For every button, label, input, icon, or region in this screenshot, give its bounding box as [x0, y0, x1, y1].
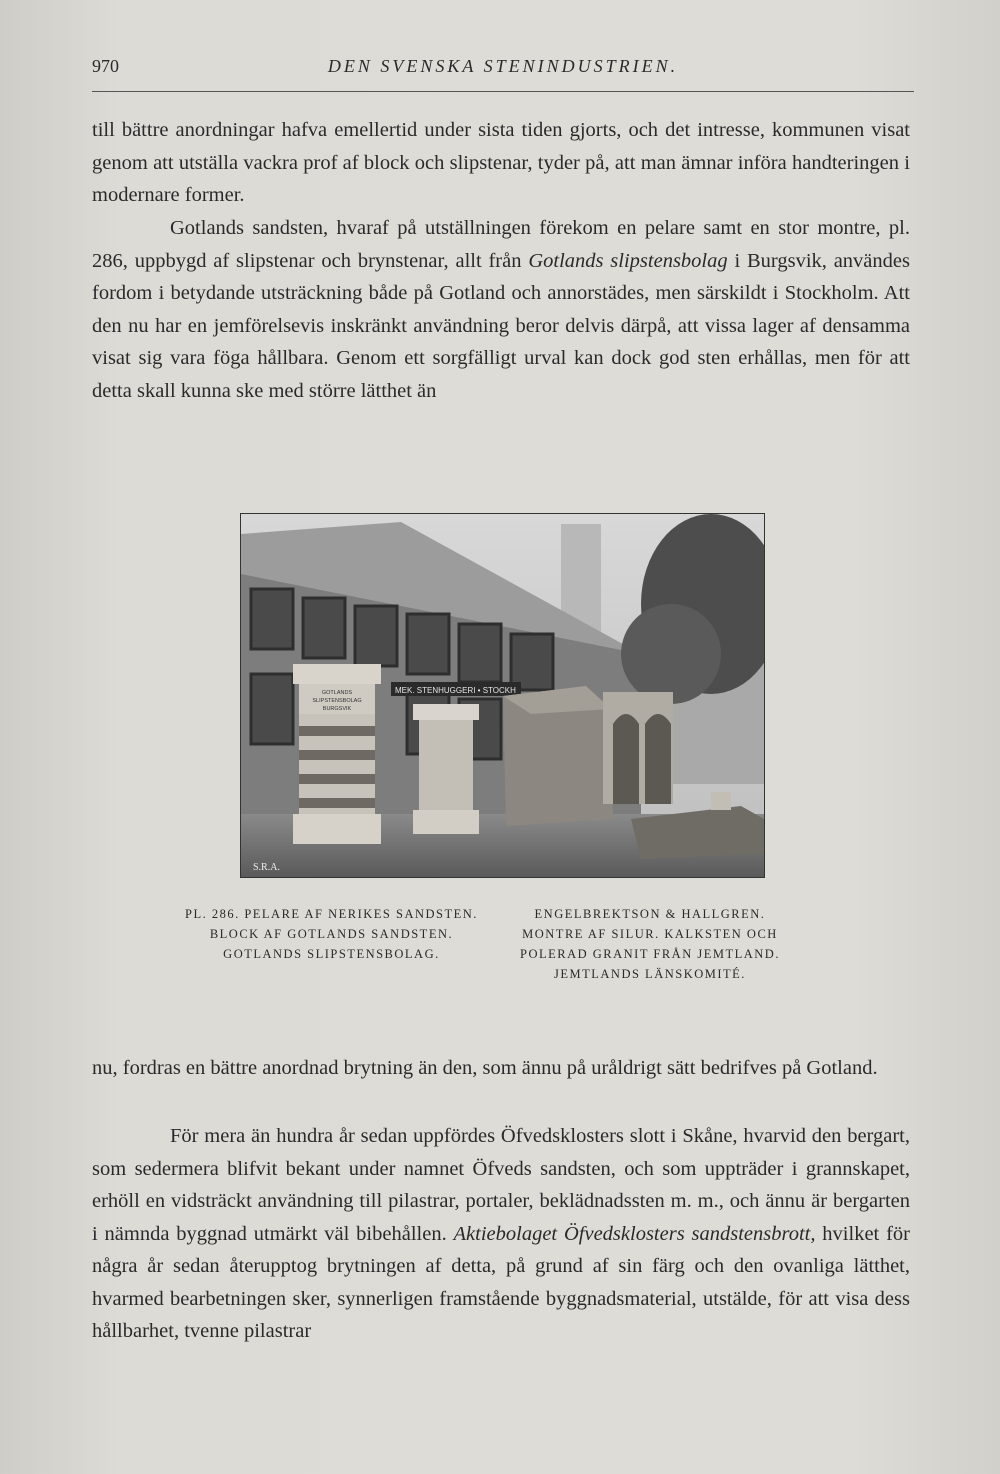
caption-left: [185, 904, 478, 964]
pillar-1-sign-line-3: BURGSVIK: [322, 706, 352, 712]
montre-arch-left: [613, 714, 639, 804]
page-number: 970: [92, 56, 119, 76]
paragraph-4-text-c: hvilket för några år sedan återupptog brytningen af detta, på grund af sin färg och den ovanliga lätthet, hvarmed bearbetningen sker, synnerligen framstående byggnadsmaterial, utstälde, för att visa dess hållbarhet, tvenne pilastrar: [92, 1222, 910, 1342]
caption-left-line-3: GOTLANDS SLIPSTENSBOLAG.: [223, 947, 440, 961]
caption-left-line-2: BLOCK AF GOTLANDS SANDSTEN.: [209, 927, 454, 941]
caption-right-line-2: MONTRE AF SILUR. KALKSTEN OCH: [522, 927, 778, 941]
paragraph-1: till bättre anordningar hafva emellertid under sista tiden gjorts, och det intresse, kommunen visat genom att utställa vackra prof af block och slipstenar, tyder på, att man ämnar införa handteringen i modernare former.: [92, 119, 910, 206]
pillar-1-shaft: [299, 714, 375, 814]
caption-left-line-1: PL. 286. PELARE AF NERIKES SANDSTEN.: [185, 907, 478, 921]
pillar-2-capital: [413, 704, 479, 720]
header-rule: [92, 91, 914, 92]
montre-arch-right: [645, 714, 671, 804]
pillar-2-shaft: [419, 720, 473, 810]
photo-signature: S.R.A.: [253, 862, 280, 873]
paragraph-2-text-c: i Burgsvik, användes fordom i betydande utsträckning både på Gotland och annorstädes, men särskildt i Stockholm. Att den nu har en jemförelsevis inskränkt användning beror delvis därpå, att vissa lager af densamma visat sig vara föga hållbara. Genom ett sorgfälligt urval kan dock god sten erhållas, men för att detta skall kunna ske med större lätthet än: [92, 249, 910, 402]
caption-right-line-4: JEMTLANDS LÄNSKOMITÉ.: [554, 967, 746, 981]
pillar-2-base: [413, 810, 479, 834]
running-title: DEN SVENSKA STENINDUSTRIEN.: [327, 56, 679, 76]
banner-sign-text: MEK. STENHUGGERI • STOCKH: [395, 686, 516, 695]
caption-right: [520, 904, 780, 984]
paragraph-4-text-a: För mera än hundra år sedan uppfördes Öfvedsklosters slott i Skåne, hvarvid den bergart, som sedermera blifvit bekant under namnet Öfveds sandsten, och som uppträder i grannskapet, erhöll en vidsträckt användning till pilastrar, portaler, beklädnadssten m. m., och ännu är bergarten i nämnda byggnad utmärkt väl bibehållen.: [92, 1125, 910, 1245]
caption-right-line-3: POLERAD GRANIT FRÅN JEMTLAND.: [520, 947, 780, 961]
paragraph-4: [92, 1120, 910, 1348]
paragraph-3: nu, fordras en bättre anordnad brytning än den, som ännu på uråldrigt sätt bedrifves på Gotland.: [92, 1057, 878, 1079]
tree-foliage-lower: [621, 604, 721, 704]
paragraph-2-italic-company: Gotlands slipstensbolag: [528, 249, 728, 272]
pillar-1-base: [293, 814, 381, 844]
pillar-1-sign-line-2: SLIPSTENSBOLAG: [312, 698, 362, 704]
small-block: [711, 792, 731, 810]
paragraph-2: [92, 212, 910, 407]
paragraph-2-text-a: Gotlands sandsten, hvaraf på utställningen förekom en pelare samt en stor montre, pl. 286, uppbygd af slipstenar och brynstenar, allt från: [92, 217, 910, 272]
plate-photograph: [240, 513, 765, 878]
paragraph-4-italic-company: Aktiebolaget Öfvedsklosters sandstensbrott,: [453, 1222, 816, 1245]
photo-illustration: [241, 514, 764, 877]
pillar-1-capital: [293, 664, 381, 684]
page-header: [92, 56, 914, 86]
caption-right-line-1: ENGELBREKTSON & HALLGREN.: [534, 907, 766, 921]
pillar-1-sign-line-1: GOTLANDS: [321, 690, 353, 696]
